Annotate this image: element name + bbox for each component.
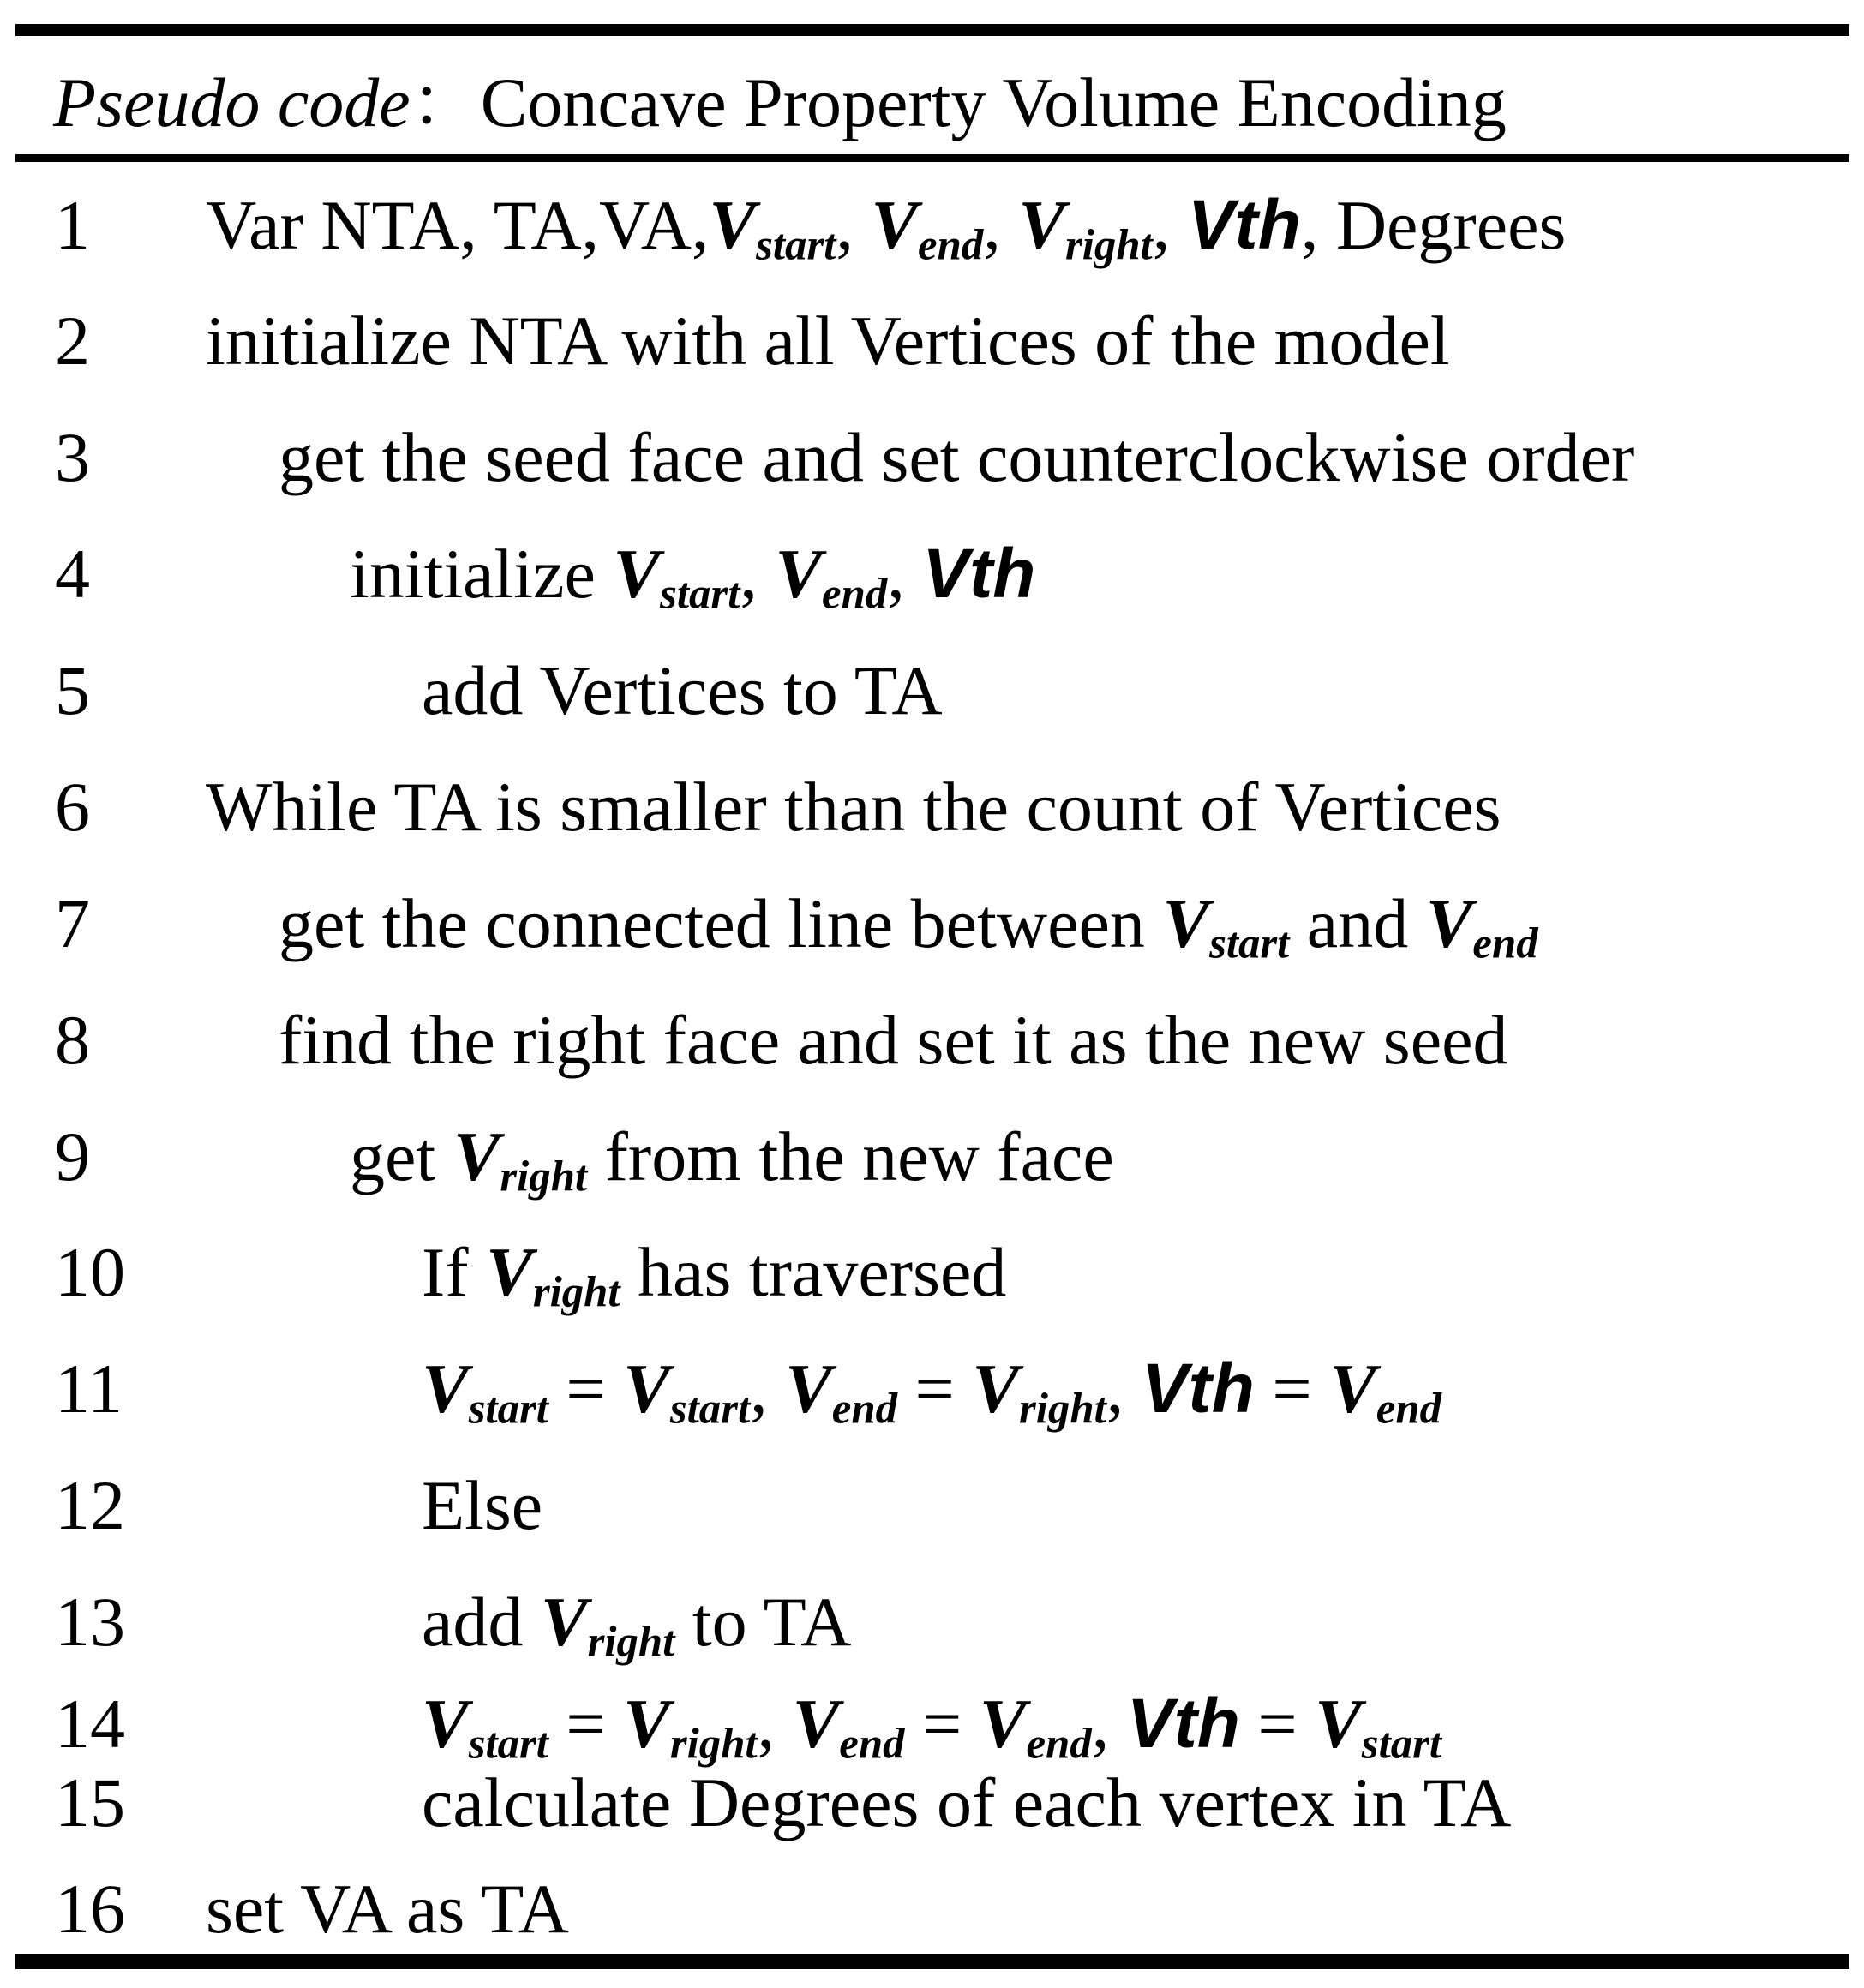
line-number: 1 bbox=[55, 186, 90, 264]
line-number: 12 bbox=[55, 1466, 125, 1544]
line-number: 16 bbox=[55, 1870, 125, 1948]
line-text: While TA is smaller than the count of Vertices bbox=[206, 768, 1501, 846]
line-text: If $V_{right}$ has traversed bbox=[422, 1233, 1007, 1316]
algorithm-title: Concave Property Volume Encoding bbox=[480, 63, 1507, 141]
line-number: 7 bbox=[55, 884, 90, 962]
line-number: 6 bbox=[55, 768, 90, 846]
header-rule bbox=[15, 154, 1849, 162]
line-text: set VA as TA bbox=[206, 1870, 570, 1948]
line-number: 8 bbox=[55, 1001, 90, 1079]
pseudo-code-label: Pseudo code bbox=[53, 63, 411, 141]
line-text: calculate Degrees of each vertex in TA bbox=[422, 1763, 1512, 1841]
bottom-rule bbox=[15, 1954, 1849, 1969]
line-text: get $V_{right}$ from the new face bbox=[350, 1117, 1114, 1201]
line-text: initialize $V_{start}$, $V_{end}$, Vth bbox=[350, 535, 1036, 618]
line-text: add $V_{right}$ to TA bbox=[422, 1583, 852, 1666]
line-number: 5 bbox=[55, 651, 90, 729]
line-text: $V_{start} = V_{right}$, $V_{end} = V_{end}$, Vth = $V_{start}$ bbox=[422, 1685, 1442, 1768]
pseudo-code-title bbox=[53, 60, 1507, 146]
line-number: 14 bbox=[55, 1685, 125, 1763]
line-number: 11 bbox=[55, 1350, 123, 1428]
line-text: add Vertices to TA bbox=[422, 651, 943, 729]
line-text: get the connected line between $V_{start}$ and $V_{end}$ bbox=[279, 884, 1538, 967]
line-number: 13 bbox=[55, 1583, 125, 1661]
line-number: 3 bbox=[55, 418, 90, 496]
line-text: $V_{start} = V_{start}$, $V_{end} = V_{right}$, Vth = $V_{end}$ bbox=[422, 1350, 1442, 1433]
line-text: find the right face and set it as the new seed bbox=[279, 1001, 1508, 1079]
line-text: initialize NTA with all Vertices of the model bbox=[206, 302, 1450, 380]
line-number: 10 bbox=[55, 1233, 125, 1311]
top-rule bbox=[15, 24, 1849, 36]
line-number: 15 bbox=[55, 1763, 125, 1841]
line-number: 9 bbox=[55, 1117, 90, 1195]
line-text: get the seed face and set counterclockwise order bbox=[279, 418, 1635, 496]
title-separator: ： bbox=[410, 63, 481, 141]
line-text: Var NTA, $TA,VA,V_{start}$, $V_{end}$, $V_{right}$, Vth, Degrees bbox=[206, 186, 1567, 269]
line-text: Else bbox=[422, 1466, 543, 1544]
line-number: 4 bbox=[55, 535, 90, 613]
line-number: 2 bbox=[55, 302, 90, 380]
